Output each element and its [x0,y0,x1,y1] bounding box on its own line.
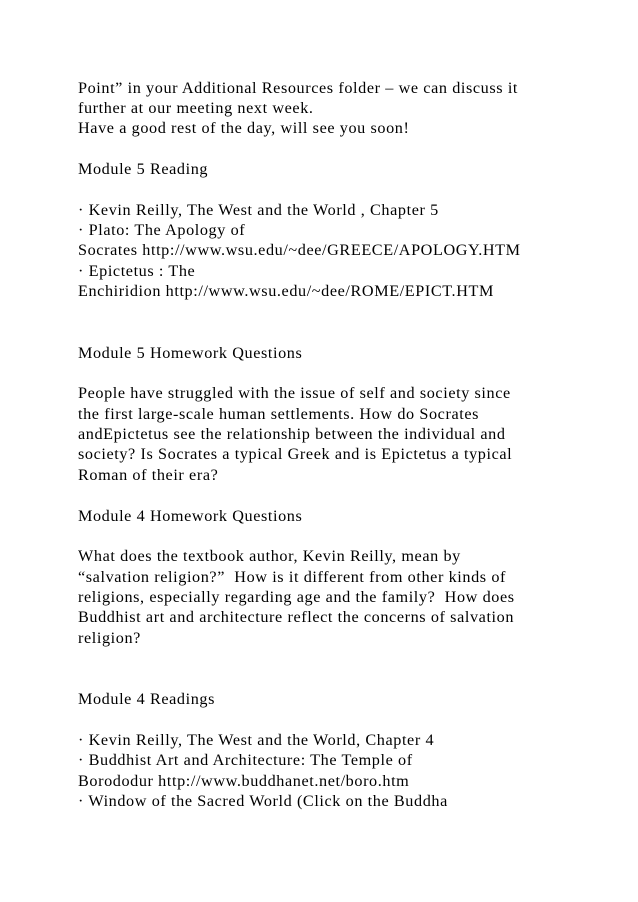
list-item: · Kevin Reilly, The West and the World , Chapter 5 [78,201,439,219]
text-line: People have struggled with the issue of self and society since [78,384,511,402]
text-line: What does the textbook author, Kevin Reilly, mean by [78,547,461,565]
text-line: Socrates http://www.wsu.edu/~dee/GREECE/APOLOGY.HTM [78,241,521,259]
text-line: further at our meeting next week. [78,99,314,117]
list-item: · Buddhist Art and Architecture: The Temple of [78,751,413,769]
text-line: Roman of their era? [78,466,219,484]
section-heading: Module 4 Homework Questions [78,507,303,525]
text-line: the first large-scale human settlements. How do Socrates [78,405,480,423]
text-line: religions, especially regarding age and the family? How does [78,588,515,606]
text-line: andEpictetus see the relationship between the individual and [78,425,506,443]
section-heading: Module 5 Reading [78,160,209,178]
section-heading: Module 5 Homework Questions [78,344,303,362]
text-line: religion? [78,629,141,647]
text-line: Point” in your Additional Resources folder – we can discuss it [78,79,519,97]
text-line: Enchiridion http://www.wsu.edu/~dee/ROME/EPICT.HTM [78,282,494,300]
text-line: Borododur http://www.buddhanet.net/boro.htm [78,772,410,790]
list-item: · Window of the Sacred World (Click on the Buddha [78,792,448,810]
list-item: · Epictetus : The [78,262,196,280]
section-heading: Module 4 Readings [78,690,215,708]
list-item: · Plato: The Apology of [78,221,246,239]
text-line: “salvation religion?” How is it different from other kinds of [78,568,506,586]
text-line: Buddhist art and architecture reflect the concerns of salvation [78,608,515,626]
text-line: Have a good rest of the day, will see you soon! [78,119,410,137]
text-line: society? Is Socrates a typical Greek and is Epictetus a typical [78,445,513,463]
list-item: · Kevin Reilly, The West and the World, Chapter 4 [78,731,435,749]
